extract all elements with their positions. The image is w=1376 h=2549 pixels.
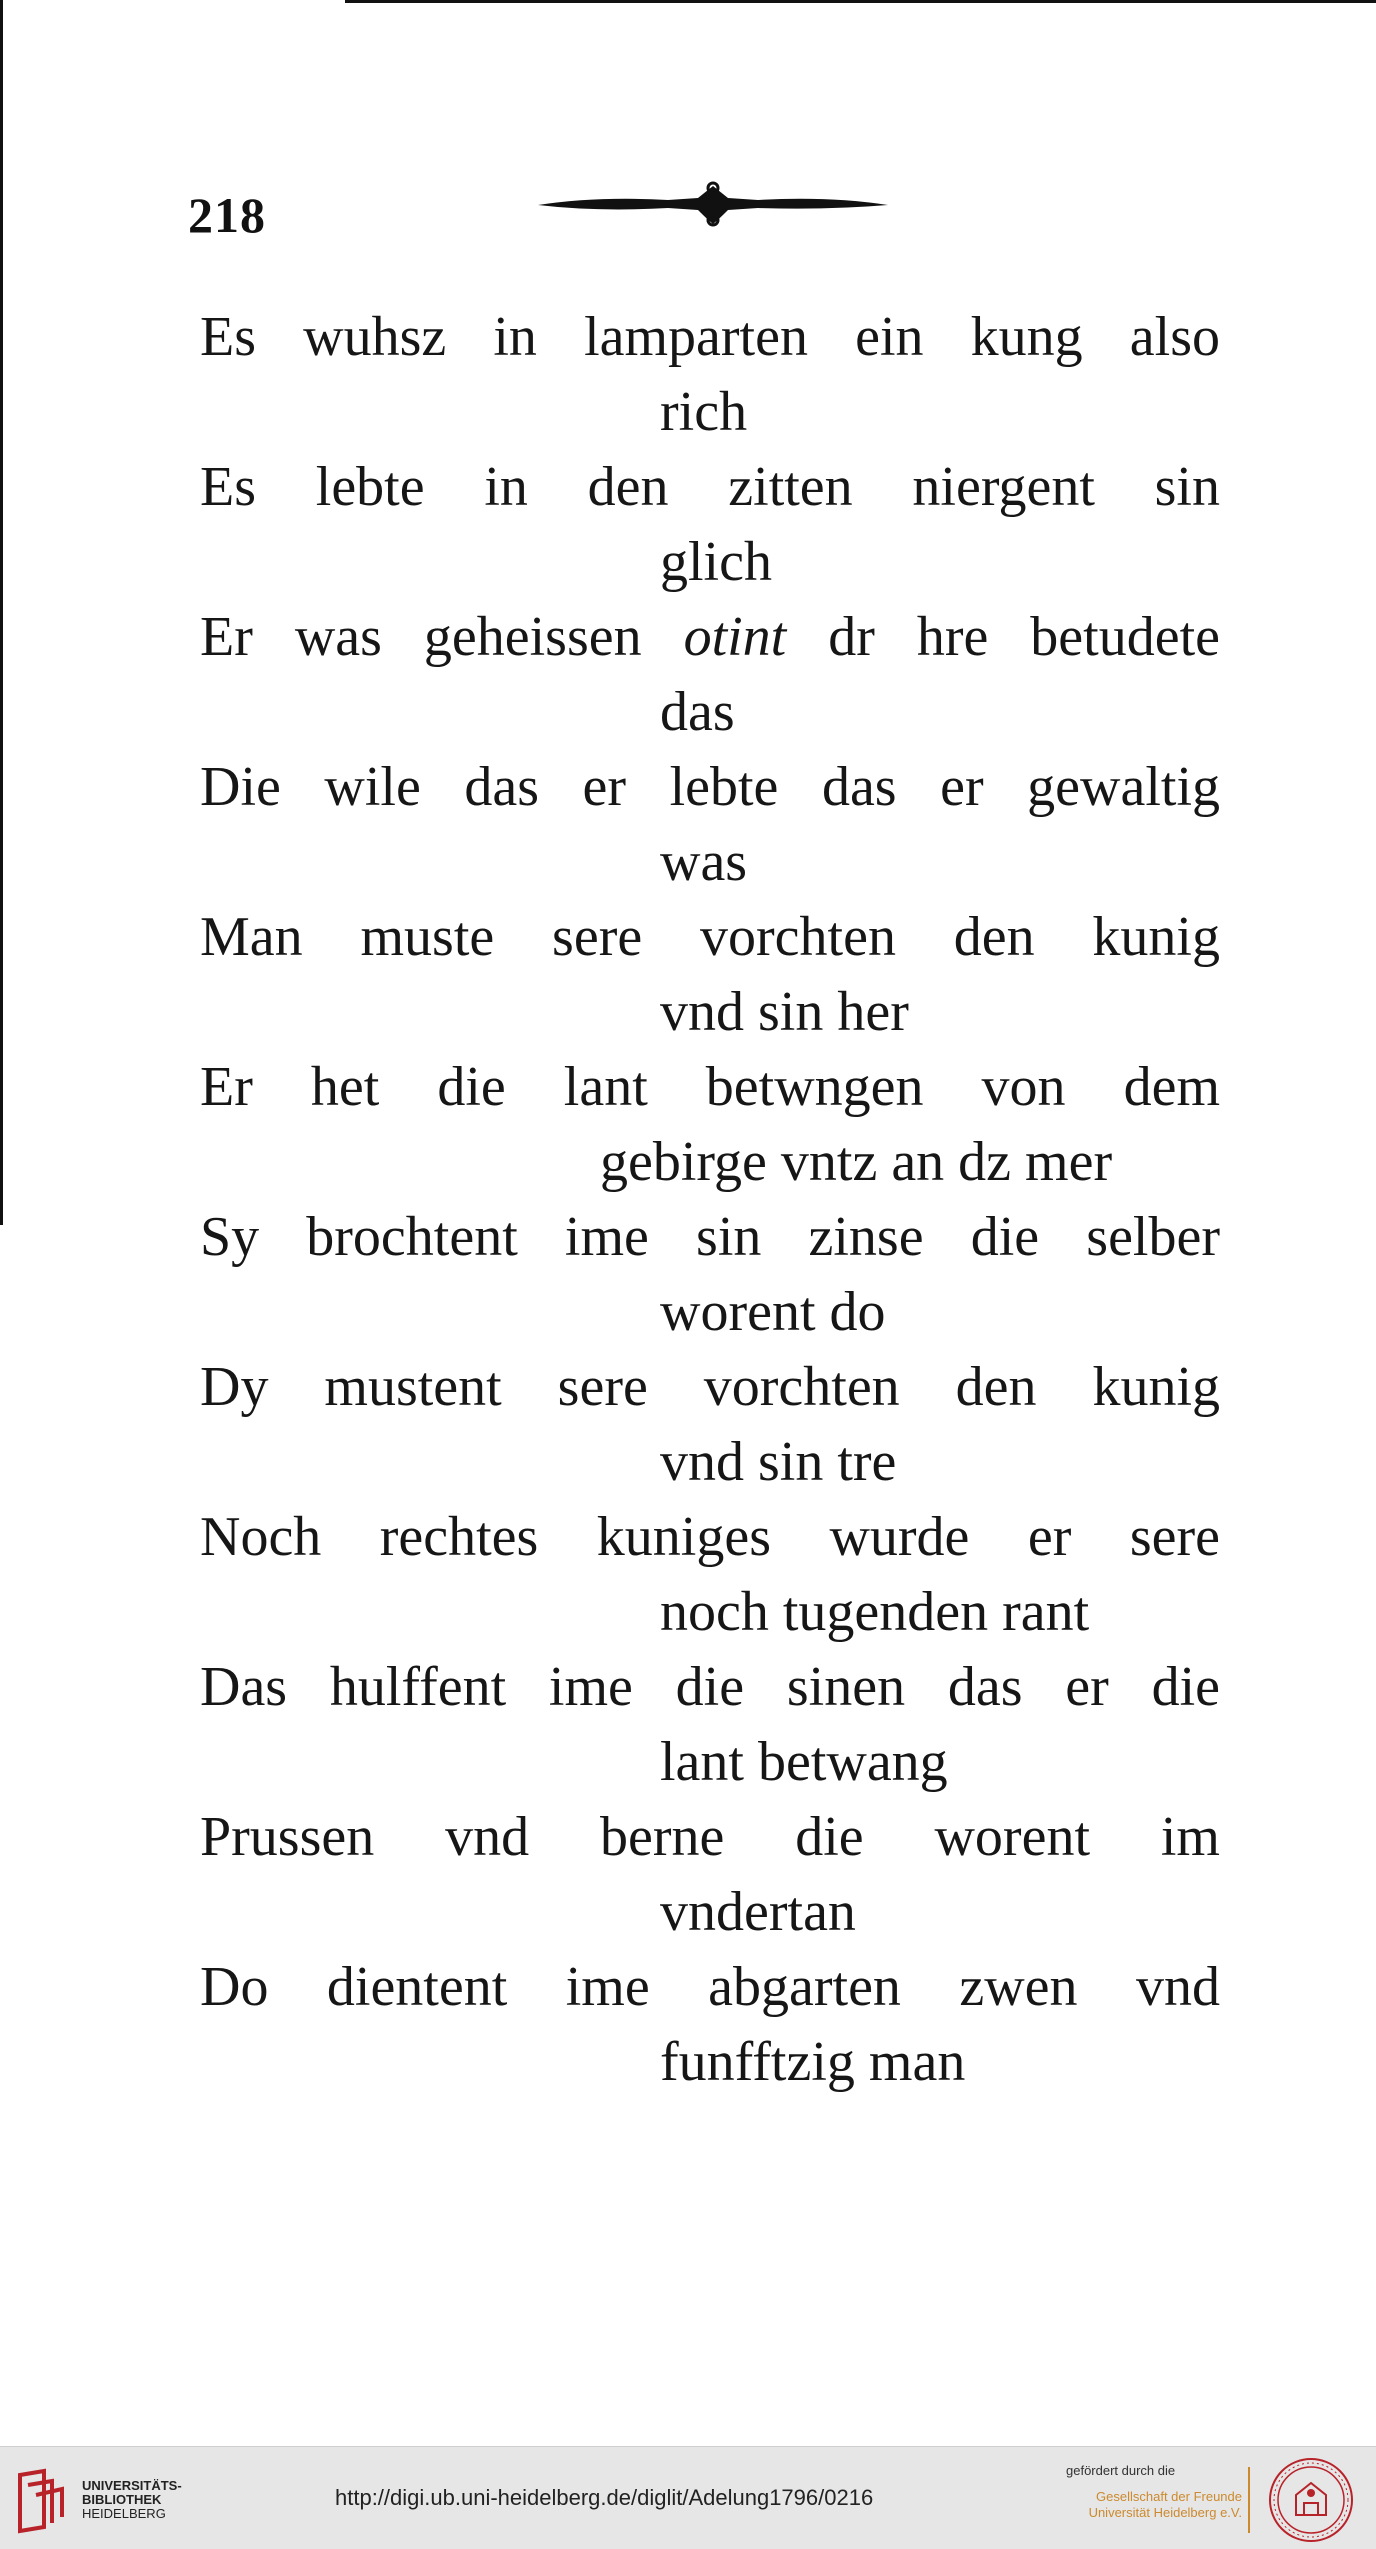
page-border-top [345,0,1376,3]
ornament-rule [538,180,888,230]
funding-label: gefördert durch die [1066,2463,1176,2478]
verse-line: Dy mustent sere vorchten den kunig [200,1356,1220,1418]
verse-line: Die wile das er lebte das er gewaltig [200,756,1220,818]
verse-line: Es lebte in den zitten niergent sin [200,456,1220,518]
library-name-line2: BIBLIOTHEK [82,2492,162,2507]
verse-1 [200,300,1220,450]
page-border-left [0,0,3,1225]
verse-2 [200,450,1220,600]
verse-continuation: rich [660,381,748,443]
verse-continuation: vnd sin her [660,981,909,1043]
footer-bar [0,2446,1376,2549]
verse-line: Do dientent ime abgarten zwen vnd [200,1956,1220,2018]
library-name-line1: UNIVERSITÄTS- [82,2478,182,2493]
verse-line: Er het die lant betwngen von dem [200,1056,1220,1118]
verse-continuation: worent do [660,1281,886,1343]
verse-text-italic: otint [683,606,787,668]
verse-continuation: glich [660,531,772,593]
verse-continuation: gebirge vntz an dz mer [600,1131,1113,1193]
verse-line: Noch rechtes kuniges wurde er sere [200,1506,1220,1568]
verse-line: Man muste sere vorchten den kunig [200,906,1220,968]
verse-4 [200,750,1220,900]
verse-text-end: dr hre betudete [786,606,1220,668]
verse-continuation: vnd sin tre [660,1431,897,1493]
funder-name-line1: Gesellschaft der Freunde [1096,2489,1242,2504]
university-seal-icon[interactable] [1268,2457,1354,2543]
funder-name-line2: Universität Heidelberg e.V. [1088,2505,1242,2520]
verse-line: Prussen vnd berne die worent im [200,1806,1220,1868]
verse-continuation: was [660,831,748,893]
permalink-url[interactable]: http://digi.ub.uni-heidelberg.de/diglit/Adelung1796/0216 [335,2485,874,2510]
verse-10 [200,1650,1220,1800]
verse-continuation: lant betwang [660,1731,948,1793]
verse-12 [200,1950,1220,2100]
verse-8 [200,1350,1220,1500]
verse-continuation: vndertan [660,1881,856,1943]
verse-5 [200,900,1220,1050]
verse-11 [200,1800,1220,1950]
verse-9 [200,1500,1220,1650]
verse-line [200,600,1220,675]
library-name [82,2479,182,2521]
verse-continuation: noch tugenden rant [660,1581,1090,1643]
verse-text-start: Er was geheissen [200,606,684,668]
poem-text [200,300,1220,2100]
verse-continuation: funfftzig man [660,2031,966,2093]
funding-credit [1066,2463,1242,2521]
verse-6 [200,1050,1220,1200]
verse-7 [200,1200,1220,1350]
library-logo-icon[interactable] [14,2467,72,2535]
verse-line: Das hulffent ime die sinen das er die [200,1656,1220,1718]
verse-continuation: das [660,681,735,743]
library-name-line3: HEIDELBERG [82,2506,166,2521]
verse-line: Sy brochtent ime sin zinse die selber [200,1206,1220,1268]
verse-3 [200,600,1220,750]
funding-divider [1248,2467,1250,2533]
verse-line: Es wuhsz in lamparten ein kung also [200,306,1220,368]
page-number: 218 [188,187,266,243]
